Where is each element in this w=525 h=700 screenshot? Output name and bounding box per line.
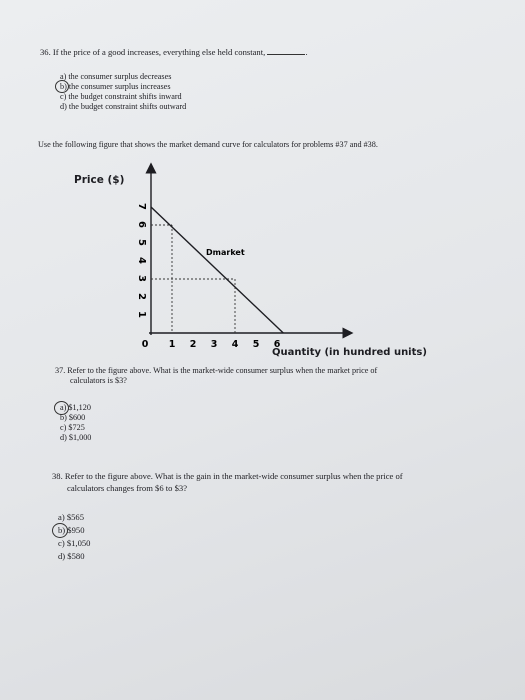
q36-option-c[interactable]: c) the budget constraint shifts inward — [60, 92, 182, 101]
q37-option-a[interactable]: a) $1,120 — [60, 403, 91, 412]
q38-option-a[interactable]: a) $565 — [58, 512, 85, 522]
x-tick-label: 5 — [252, 339, 260, 350]
q37-question-line2: calculators is $3? — [70, 376, 127, 385]
q36-question: 36. If the price of a good increases, everything else held constant, . — [40, 47, 308, 57]
q37-option-c[interactable]: c) $725 — [60, 423, 85, 432]
x-tick-label: 4 — [231, 339, 239, 350]
q36-option-a[interactable]: a) the consumer surplus decreases — [60, 72, 172, 81]
y-tick-label: 4 — [136, 257, 147, 264]
q38-option-d[interactable]: d) $580 — [58, 551, 85, 561]
y-tick-label: 6 — [136, 221, 147, 228]
q38-option-c[interactable]: c) $1,050 — [58, 538, 91, 548]
q38-question: 38. Refer to the figure above. What is the gain in the market-wide consumer surplus when the price of — [52, 471, 403, 481]
y-tick-label: 7 — [136, 203, 147, 210]
x-tick-label: 3 — [210, 339, 218, 350]
q36-option-b[interactable]: b) the consumer surplus increases — [60, 82, 171, 91]
y-tick-label: 1 — [136, 311, 147, 318]
q36-option-d[interactable]: d) the budget constraint shifts outward — [60, 102, 187, 111]
answer-circle-mark — [54, 401, 69, 415]
q37-question: 37. Refer to the figure above. What is the market-wide consumer surplus when the market price of — [55, 366, 378, 375]
demand-curve — [151, 207, 283, 333]
x-tick-label: 1 — [168, 339, 176, 350]
answer-circle-mark — [52, 523, 68, 538]
x-tick-label: 6 — [273, 339, 281, 350]
q37-option-b[interactable]: b) $600 — [60, 413, 86, 422]
x-tick-label: 0 — [141, 339, 149, 350]
q38-question-line2: calculators changes from $6 to $3? — [67, 483, 188, 493]
y-tick-label: 3 — [136, 275, 147, 282]
q37-option-d[interactable]: d) $1,000 — [60, 433, 92, 442]
chart-y-label: Price ($) — [74, 174, 125, 186]
q38-option-b[interactable]: b) $950 — [58, 525, 85, 535]
chart-x-label: Quantity (in hundred units) — [272, 347, 427, 358]
demand-curve-label: Dmarket — [206, 248, 245, 257]
y-tick-label: 5 — [136, 239, 147, 246]
figure-intro: Use the following figure that shows the market demand curve for calculators for problems #37 and #38. — [38, 140, 378, 149]
x-tick-label: 2 — [189, 339, 197, 350]
y-tick-label: 2 — [136, 293, 147, 300]
